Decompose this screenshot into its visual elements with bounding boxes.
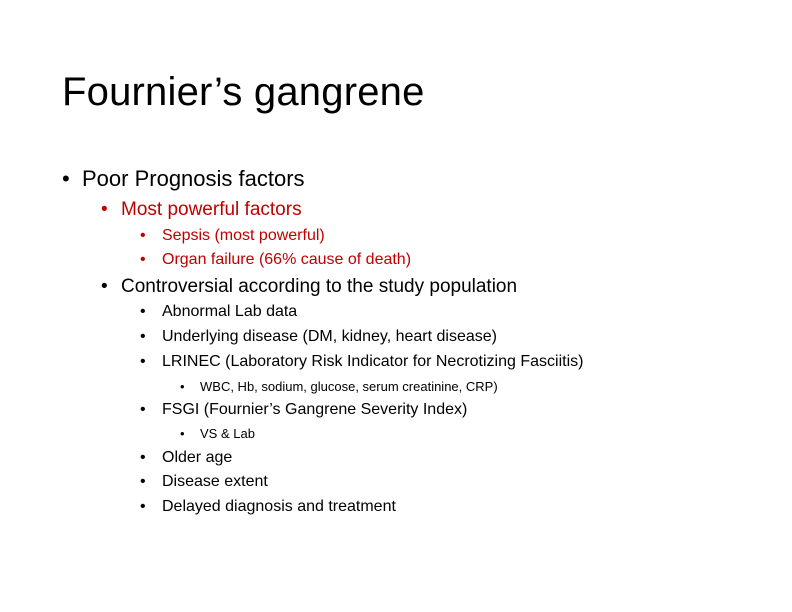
bullet-text: FSGI (Fournier’s Gangrene Severity Index): [162, 401, 468, 418]
bullet-level4: [180, 426, 255, 441]
bullet-icon: •: [140, 449, 146, 466]
bullet-text: WBC, Hb, sodium, glucose, serum creatinine, CRP): [200, 379, 498, 394]
bullet-icon: •: [140, 401, 146, 418]
bullet-level2: [101, 276, 517, 298]
bullet-text: Sepsis (most powerful): [162, 227, 325, 244]
bullet-icon: •: [140, 498, 146, 515]
bullet-text: Older age: [162, 449, 233, 466]
bullet-text: Poor Prognosis factors: [82, 166, 305, 191]
bullet-text: LRINEC (Laboratory Risk Indicator for Necrotizing Fasciitis): [162, 353, 584, 370]
bullet-icon: •: [140, 353, 146, 370]
bullet-level3: [140, 353, 583, 371]
bullet-level3: [140, 227, 325, 245]
bullet-icon: •: [62, 166, 70, 191]
bullet-text: VS & Lab: [200, 426, 255, 441]
bullet-level2: [101, 199, 302, 221]
bullet-icon: •: [140, 227, 146, 244]
bullet-text: Disease extent: [162, 473, 268, 490]
bullet-level3: [140, 328, 497, 346]
bullet-icon: •: [140, 251, 146, 268]
bullet-level3: [140, 251, 411, 269]
bullet-level3: [140, 449, 232, 467]
bullet-icon: •: [140, 328, 146, 345]
bullet-text: Organ failure (66% cause of death): [162, 251, 412, 268]
bullet-text: Abnormal Lab data: [162, 303, 298, 320]
bullet-level3: [140, 473, 268, 491]
bullet-level4: [180, 379, 498, 394]
bullet-icon: •: [101, 199, 108, 220]
bullet-icon: •: [101, 276, 108, 297]
bullet-icon: •: [180, 379, 185, 394]
bullet-text: Delayed diagnosis and treatment: [162, 498, 396, 515]
bullet-icon: •: [140, 473, 146, 490]
bullet-text: Underlying disease (DM, kidney, heart disease): [162, 328, 497, 345]
slide-title: Fournier’s gangrene: [62, 70, 425, 114]
bullet-icon: •: [180, 426, 185, 441]
bullet-icon: •: [140, 303, 146, 320]
bullet-text: Most powerful factors: [121, 199, 302, 220]
bullet-level3: [140, 401, 467, 419]
bullet-level1: [62, 166, 305, 192]
bullet-text: Controversial according to the study population: [121, 276, 518, 297]
bullet-level3: [140, 303, 297, 321]
bullet-level3: [140, 498, 396, 516]
